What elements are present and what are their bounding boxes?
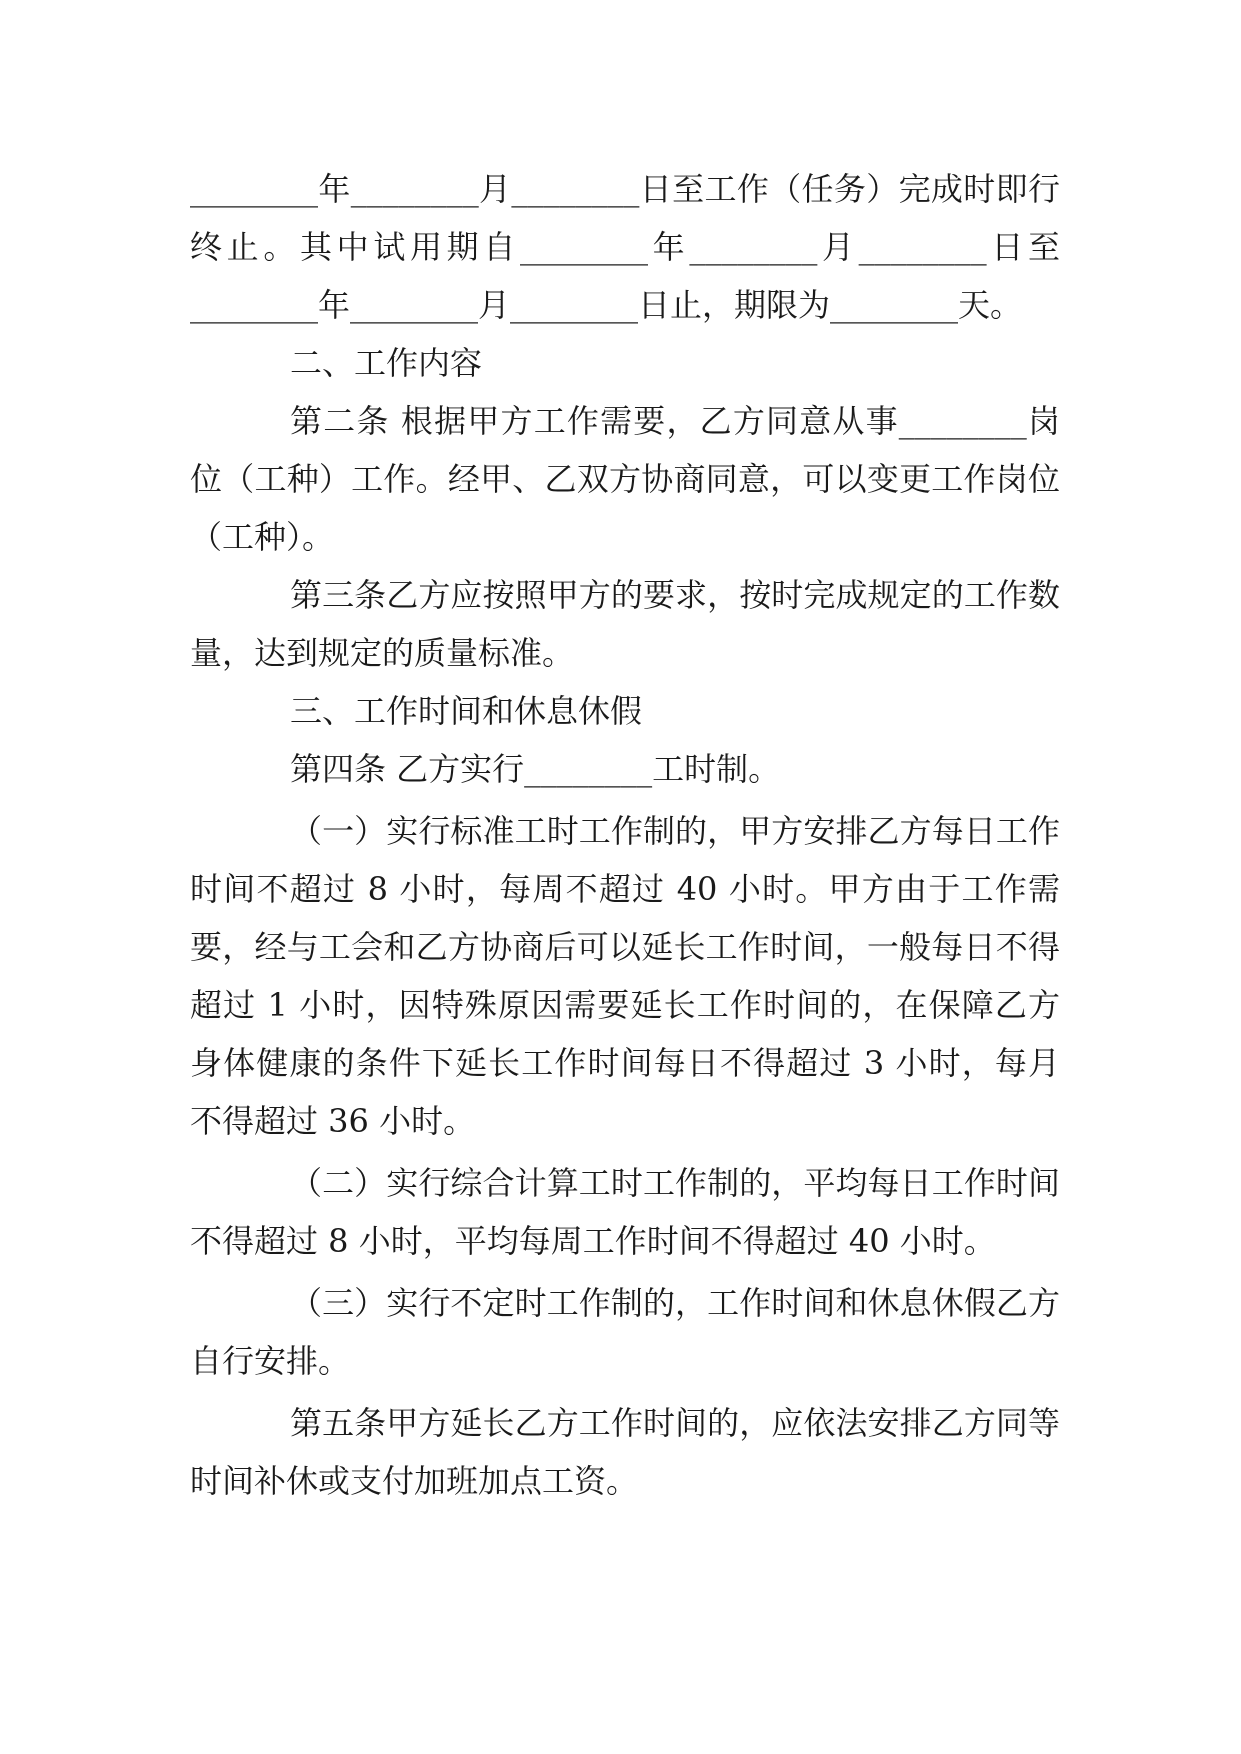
paragraph-article-4: 第四条 乙方实行________工时制。: [290, 750, 781, 788]
paragraph-term-end: ________年________月________日至工作（任务）完成时即行终止。其中试用期自________年________月________日至________年________月________日止，期限为________天。: [190, 170, 1060, 324]
paragraph-article-2: 第二条 根据甲方工作需要，乙方同意从事________岗位（工种）工作。经甲、乙双方协商同意，可以变更工作岗位（工种）。: [190, 402, 1060, 556]
paragraph-article-5: 第五条甲方延长乙方工作时间的，应依法安排乙方同等时间补休或支付加班加点工资。: [190, 1404, 1060, 1500]
paragraph-article-4-item-1: （一）实行标准工时工作制的，甲方安排乙方每日工作时间不超过 8 小时，每周不超过 40 小时。甲方由于工作需要，经与工会和乙方协商后可以延长工作时间，一般每日不得超过 1 小时，因特殊原因需要延长工作时间的，在保障乙方身体健康的条件下延长工作时间每日不得超过 3 小时，每月不得超过 36 小时。: [190, 812, 1060, 1140]
section-heading-work-hours: 三、工作时间和休息休假: [290, 692, 643, 730]
paragraph-article-4-item-3: （三）实行不定时工作制的，工作时间和休息休假乙方自行安排。: [190, 1284, 1060, 1380]
paragraph-article-3: 第三条乙方应按照甲方的要求，按时完成规定的工作数量，达到规定的质量标准。: [190, 576, 1060, 672]
section-heading-work-content: 二、工作内容: [290, 344, 483, 382]
document-body: [190, 160, 1060, 1510]
paragraph-article-4-item-2: （二）实行综合计算工时工作制的，平均每日工作时间不得超过 8 小时，平均每周工作时间不得超过 40 小时。: [190, 1164, 1060, 1260]
